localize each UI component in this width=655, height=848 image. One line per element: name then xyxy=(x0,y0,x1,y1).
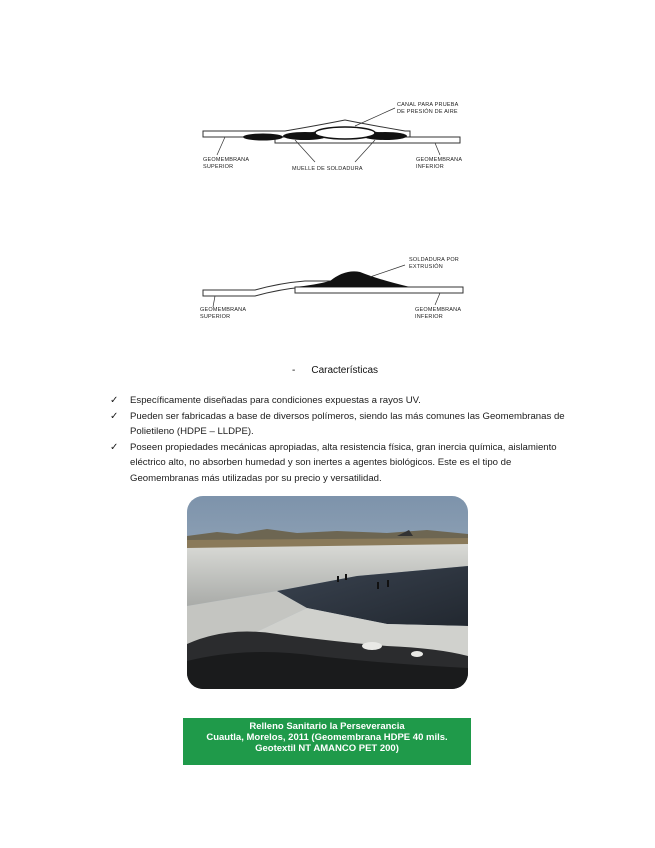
landfill-photo-figure xyxy=(183,496,471,770)
label-top-membrane: GEOMEMBRANA SUPERIOR xyxy=(200,307,247,320)
caption-line-2: Cuautla, Morelos, 2011 (Geomembrana HDPE 40 mils. xyxy=(206,732,448,743)
landfill-photo xyxy=(187,496,468,689)
caption-line-3: Geotextil NT AMANCO PET 200) xyxy=(255,743,399,754)
list-item xyxy=(110,409,570,440)
double-wedge-weld-diagram xyxy=(195,100,475,180)
label-bottom-membrane: GEOMEMBRANA INFERIOR xyxy=(416,157,463,170)
heading-text: Características xyxy=(311,365,379,376)
section-heading xyxy=(292,365,378,376)
checkmark-icon: ✓ xyxy=(110,395,119,406)
landfill-scene-image xyxy=(187,496,468,689)
characteristics-list xyxy=(110,393,570,486)
checkmark-icon: ✓ xyxy=(110,441,119,453)
label-top-membrane: GEOMEMBRANA SUPERIOR xyxy=(203,157,250,170)
label-weld-spring: MUELLE DE SOLDADURA xyxy=(292,166,363,172)
label-extrusion: SOLDADURA POR EXTRUSIÓN xyxy=(409,257,459,270)
heading-dash: - xyxy=(292,365,296,376)
checkmark-icon: ✓ xyxy=(110,410,119,422)
list-item-text: Específicamente diseñadas para condiciones expuestas a rayos UV. xyxy=(130,395,421,406)
list-item-text: Pueden ser fabricadas a base de diversos polímeros, siendo las más comunes las Geomembranas de Polietileno (HDPE – LLDPE). xyxy=(130,410,565,437)
extrusion-weld-diagram xyxy=(195,255,475,327)
label-bottom-membrane: GEOMEMBRANA INFERIOR xyxy=(415,307,462,320)
photo-caption xyxy=(183,718,471,765)
list-item xyxy=(110,393,570,409)
list-item-text: Poseen propiedades mecánicas apropiadas, alta resistencia física, gran inercia química, aislamiento eléctrico alto, no absorben humedad y son inertes a agentes biológicos. Este es el tipo de Geomembranas más utilizadas por su precio y versatilidad. xyxy=(130,441,557,484)
label-channel: CANAL PARA PRUEBA DE PRESIÓN DE AIRE xyxy=(397,102,459,115)
list-item xyxy=(110,440,570,487)
caption-line-1: Relleno Sanitario la Perseverancia xyxy=(249,721,405,732)
